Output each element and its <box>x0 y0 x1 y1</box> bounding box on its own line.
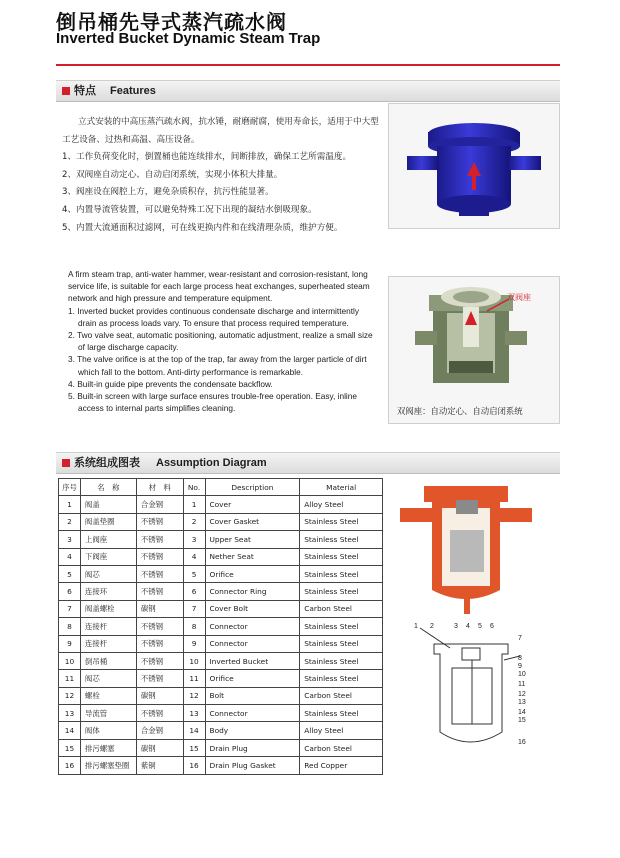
cell-description: Nether Seat <box>205 548 300 565</box>
cell-seq: 7 <box>59 600 81 617</box>
cell-seq: 13 <box>59 705 81 722</box>
col-header-material-cn: 材 料 <box>136 479 183 496</box>
cell-material-cn: 碳钢 <box>136 600 183 617</box>
table-row <box>59 739 383 756</box>
cell-seq: 10 <box>59 652 81 669</box>
cell-material: Stainless Steel <box>300 670 383 687</box>
cell-name: 阀盖螺栓 <box>80 600 136 617</box>
table-row <box>59 757 383 774</box>
cell-seq: 9 <box>59 635 81 652</box>
table-row <box>59 513 383 530</box>
features-cn-block <box>62 114 380 237</box>
cell-seq: 3 <box>59 531 81 548</box>
cell-name: 螺栓 <box>80 687 136 704</box>
callout-number: 7 <box>518 635 522 642</box>
table-row <box>59 687 383 704</box>
cutaway-label: 双阀座 <box>507 293 531 302</box>
callout-number: 3 <box>454 623 458 630</box>
table-row <box>59 635 383 652</box>
cell-seq: 8 <box>59 618 81 635</box>
cell-material-cn: 不锈钢 <box>136 652 183 669</box>
features-en-item: 1. Inverted bucket provides continuous condensate discharge and intermittently drain as process loads vary. To ensure that process required temperature. <box>68 305 360 328</box>
col-header-description: Description <box>205 479 300 496</box>
cell-material-cn: 不锈钢 <box>136 583 183 600</box>
cell-no: 3 <box>183 531 205 548</box>
cell-name: 阀盖垫圈 <box>80 513 136 530</box>
cutaway-photo-box <box>388 276 560 424</box>
table-row <box>59 565 383 582</box>
cell-material: Stainless Steel <box>300 618 383 635</box>
features-section-header <box>56 80 560 102</box>
cell-description: Cover Bolt <box>205 600 300 617</box>
cell-material: Stainless Steel <box>300 705 383 722</box>
cell-material-cn: 不锈钢 <box>136 618 183 635</box>
cell-name: 上阀座 <box>80 531 136 548</box>
features-en-block <box>68 268 378 414</box>
cell-material: Carbon Steel <box>300 687 383 704</box>
cell-description: Cover <box>205 496 300 513</box>
cell-material: Alloy Steel <box>300 496 383 513</box>
cell-material: Stainless Steel <box>300 565 383 582</box>
diagram-title-en: Assumption Diagram <box>156 457 267 469</box>
col-header-name: 名 称 <box>80 479 136 496</box>
callout-number: 2 <box>430 623 434 630</box>
cell-material: Carbon Steel <box>300 739 383 756</box>
cell-name: 阀芯 <box>80 565 136 582</box>
features-en-item: 4. Built-in guide pipe prevents the condensate backflow. <box>68 378 273 389</box>
cell-no: 2 <box>183 513 205 530</box>
sectional-view-color <box>396 478 536 618</box>
callout-number: 15 <box>518 717 526 724</box>
cell-description: Connector <box>205 618 300 635</box>
features-cn-item: 4、内置导流管装置，可以避免特殊工况下出现的凝结水倒吸现象。 <box>62 204 317 215</box>
cell-seq: 12 <box>59 687 81 704</box>
callout-number: 12 <box>518 691 526 698</box>
callout-number: 5 <box>478 623 482 630</box>
cell-material: Alloy Steel <box>300 722 383 739</box>
table-row <box>59 600 383 617</box>
cell-no: 1 <box>183 496 205 513</box>
callout-number: 6 <box>490 623 494 630</box>
features-en-intro: A firm steam trap, anti-water hammer, wear-resistant and corrosion-resistant, long service life, is suitable for each large process heat exchanges, superheated steam network and high pressure and temperature equipment. <box>68 269 370 304</box>
cell-no: 7 <box>183 600 205 617</box>
cell-material-cn: 不锈钢 <box>136 565 183 582</box>
cell-name: 倒吊桶 <box>80 652 136 669</box>
features-cn-item: 2、双阀座自动定心、自动启闭系统，实现小体积大排量。 <box>62 169 283 180</box>
cell-no: 10 <box>183 652 205 669</box>
table-row <box>59 652 383 669</box>
diagram-section-header <box>56 452 560 474</box>
page-title-cn: 倒吊桶先导式蒸汽疏水阀 <box>56 10 287 34</box>
cell-description: Upper Seat <box>205 531 300 548</box>
cell-description: Connector <box>205 705 300 722</box>
section-marker <box>62 459 70 467</box>
cell-description: Drain Plug <box>205 739 300 756</box>
cell-material: Stainless Steel <box>300 513 383 530</box>
cell-material: Stainless Steel <box>300 531 383 548</box>
callout-number: 13 <box>518 699 526 706</box>
cell-material: Stainless Steel <box>300 652 383 669</box>
cell-no: 6 <box>183 583 205 600</box>
cell-no: 16 <box>183 757 205 774</box>
line-section-illustration <box>410 620 536 760</box>
cell-material-cn: 不锈钢 <box>136 548 183 565</box>
cell-material: Stainless Steel <box>300 583 383 600</box>
cell-seq: 4 <box>59 548 81 565</box>
features-cn-intro: 立式安装的中高压蒸汽疏水阀，抗水锤，耐磨耐腐，使用寿命长，适用于中大型工艺设备、过热和高温、高压设备。 <box>62 117 379 145</box>
cell-name: 连接杆 <box>80 618 136 635</box>
table-row <box>59 705 383 722</box>
table-row <box>59 618 383 635</box>
cell-no: 15 <box>183 739 205 756</box>
cell-name: 阀芯 <box>80 670 136 687</box>
cell-seq: 6 <box>59 583 81 600</box>
cell-no: 14 <box>183 722 205 739</box>
cell-material-cn: 碳钢 <box>136 687 183 704</box>
cell-description: Orifice <box>205 670 300 687</box>
features-en-item: 3. The valve orifice is at the top of the trap, far away from the larger particle of dirt which fall to the bottom. Anti-dirty performance is remarkable. <box>68 354 367 377</box>
cell-no: 5 <box>183 565 205 582</box>
cell-material-cn: 不锈钢 <box>136 531 183 548</box>
table-row <box>59 670 383 687</box>
table-row <box>59 583 383 600</box>
page-title-en: Inverted Bucket Dynamic Steam Trap <box>56 30 321 47</box>
cell-no: 9 <box>183 635 205 652</box>
cell-seq: 14 <box>59 722 81 739</box>
cell-name: 导流管 <box>80 705 136 722</box>
parts-table-body <box>59 496 383 774</box>
col-header-no: No. <box>183 479 205 496</box>
table-row <box>59 531 383 548</box>
cell-material: Stainless Steel <box>300 548 383 565</box>
valve-seat-cutaway-illustration <box>389 277 559 397</box>
cutaway-caption: 双阀座：自动定心、自动启闭系统 <box>397 406 523 416</box>
cell-description: Drain Plug Gasket <box>205 757 300 774</box>
cell-name: 阀盖 <box>80 496 136 513</box>
cell-material: Carbon Steel <box>300 600 383 617</box>
cell-no: 4 <box>183 548 205 565</box>
col-header-seq: 序号 <box>59 479 81 496</box>
cell-material-cn: 不锈钢 <box>136 705 183 722</box>
cell-material: Stainless Steel <box>300 635 383 652</box>
cell-seq: 2 <box>59 513 81 530</box>
cell-no: 8 <box>183 618 205 635</box>
callout-number: 8 <box>518 655 522 662</box>
features-title-cn: 特点 <box>74 84 96 97</box>
table-header-row <box>59 479 383 496</box>
callout-number: 16 <box>518 739 526 746</box>
cell-material-cn: 不锈钢 <box>136 670 183 687</box>
cell-seq: 5 <box>59 565 81 582</box>
cell-material-cn: 合金钢 <box>136 722 183 739</box>
cell-name: 连接环 <box>80 583 136 600</box>
sectional-view-callouts <box>410 620 536 760</box>
table-row <box>59 548 383 565</box>
cell-name: 排污螺塞垫圈 <box>80 757 136 774</box>
cell-seq: 1 <box>59 496 81 513</box>
features-cn-item: 3、阀座设在阀腔上方，避免杂质积存，抗污性能显著。 <box>62 187 274 198</box>
cell-description: Connector <box>205 635 300 652</box>
features-title-en: Features <box>110 85 156 97</box>
callout-number: 1 <box>414 623 418 630</box>
col-header-material: Material <box>300 479 383 496</box>
cell-no: 12 <box>183 687 205 704</box>
cell-no: 11 <box>183 670 205 687</box>
cell-name: 阀体 <box>80 722 136 739</box>
cell-description: Orifice <box>205 565 300 582</box>
cell-description: Body <box>205 722 300 739</box>
cell-description: Connector Ring <box>205 583 300 600</box>
callout-number: 4 <box>466 623 470 630</box>
features-en-item: 5. Built-in screen with large surface ensures trouble-free operation. Easy, inline access to internal parts simplifies cleaning. <box>68 391 358 414</box>
table-row <box>59 496 383 513</box>
header-rule <box>56 64 560 66</box>
cell-name: 连接杆 <box>80 635 136 652</box>
cell-material: Red Copper <box>300 757 383 774</box>
parts-table <box>58 478 383 775</box>
table-row <box>59 722 383 739</box>
colored-section-illustration <box>396 478 536 618</box>
cell-material-cn: 紫铜 <box>136 757 183 774</box>
callout-number: 10 <box>518 671 526 678</box>
steam-trap-product-illustration <box>389 104 559 228</box>
callout-number: 9 <box>518 663 522 670</box>
cell-description: Bolt <box>205 687 300 704</box>
product-photo <box>388 103 560 229</box>
cell-name: 排污螺塞 <box>80 739 136 756</box>
features-en-item: 2. Two valve seat, automatic positioning, automatic adjustment, realize a small size of large discharge capacity. <box>68 330 373 353</box>
diagram-title-cn: 系统组成图表 <box>74 456 140 469</box>
cell-seq: 16 <box>59 757 81 774</box>
cell-seq: 15 <box>59 739 81 756</box>
features-cn-item: 5、内置大流通面积过滤网，可在线更换内件和在线清理杂质，维护方便。 <box>62 222 343 233</box>
callout-number: 11 <box>518 681 526 688</box>
features-cn-item: 1、工作负荷变化时，倒置桶也能连续排水，间断排放，确保工艺所需温度。 <box>62 152 352 163</box>
cell-material-cn: 合金钢 <box>136 496 183 513</box>
cell-description: Inverted Bucket <box>205 652 300 669</box>
cell-name: 下阀座 <box>80 548 136 565</box>
cell-description: Cover Gasket <box>205 513 300 530</box>
section-marker <box>62 87 70 95</box>
cell-material-cn: 不锈钢 <box>136 513 183 530</box>
cell-seq: 11 <box>59 670 81 687</box>
callout-number: 14 <box>518 709 526 716</box>
cell-material-cn: 碳钢 <box>136 739 183 756</box>
cell-no: 13 <box>183 705 205 722</box>
cell-material-cn: 不锈钢 <box>136 635 183 652</box>
